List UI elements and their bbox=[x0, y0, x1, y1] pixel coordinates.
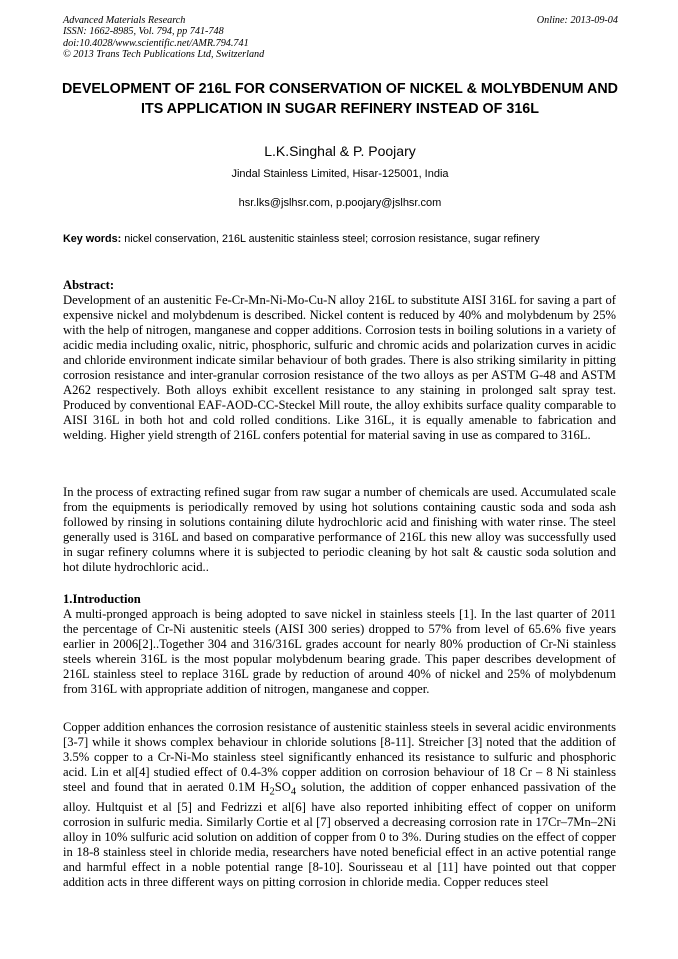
abstract-text-2: In the process of extracting refined sugar from raw sugar a number of chemicals are used. Accumulated scale from the equipments is periodically removed by using hot solutions containing caustic soda and soda ash followed by rinsing in solutions containing dilute hydrochloric acid and finishing with water rinse. The steel generally used is 316L and based on comparative performance of 216L this new alloy was successfully used in sugar refinery columns where it is subjected to periodic cleaning by hot salt & caustic soda solution and hot dilute hydrochloric acid.. bbox=[63, 485, 616, 574]
abstract-paragraph-1 bbox=[63, 293, 616, 443]
introduction-text-1: A multi-pronged approach is being adopted to save nickel in stainless steels [1]. In the last quarter of 2011 the percentage of Cr-Ni austenitic steels (AISI 300 series) dropped to 57% from level of 65.6% five years earlier in 2006[2]..Together 304 and 316/316L grades account for nearly 80% production of Cr-Ni stainless steels wherein 316L is the most popular molybdenum bearing grade. This paper describes development of 216L stainless steel to replace 316L grade by reduction of around 40% of nickel and 25% of molybdenum from 316L with appropriate addition of nitrogen, manganese and copper. bbox=[63, 607, 616, 696]
introduction-text-2 bbox=[63, 720, 616, 890]
copyright-line: © 2013 Trans Tech Publications Ltd, Switzerland bbox=[63, 49, 265, 61]
abstract-paragraph-2 bbox=[63, 485, 616, 575]
journal-header bbox=[63, 15, 618, 61]
keywords-label: Key words: bbox=[63, 233, 122, 245]
doi-line: doi:10.4028/www.scientific.net/AMR.794.741 bbox=[63, 37, 249, 49]
introduction-paragraph-2 bbox=[63, 720, 616, 890]
author-emails: hsr.lks@jslhsr.com, p.poojary@jslhsr.com bbox=[238, 197, 442, 209]
journal-name: Advanced Materials Research bbox=[63, 15, 186, 26]
online-date: Online: 2013-09-04 bbox=[536, 15, 618, 26]
paper-authors: L.K.Singhal & P. Poojary bbox=[264, 143, 416, 159]
intro-text-part-a: Copper addition enhances the corrosion resistance of austenitic stainless steels in several acidic environments [3-7] while it shows complex behaviour in chloride solutions [8-11]. Streicher [3] noted that the addition of 3.5% copper to a Cr-Ni-Mo stainless steel significantly enhanced its resistance to sulfuric and phosphoric acid. Lin et al[4] studied effect of 0.4-3% copper addition on corrosion behaviour of 18 Cr – 8 Ni stainless steel and found that in aerated 0.1M H bbox=[63, 720, 616, 794]
abstract-heading: Abstract: bbox=[63, 278, 115, 292]
subscript-4: 4 bbox=[290, 786, 297, 798]
keywords bbox=[63, 233, 616, 247]
introduction-paragraph-1 bbox=[63, 607, 616, 697]
intro-text-part-b: solution, the addition of copper enhanced passivation of the alloy. Hultquist et al [5] and Fedrizzi et al[6] have also reported inhibiting effect of copper on uniform corrosion in sulfuric media. Similarly Cortie et al [7] observed a decreasing corrosion rate in 17Cr–7Mn–2Ni alloy in 10% sulfuric acid solution on addition of copper from 0 to 3%. During studies on the effect of copper in 18-8 stainless steel in chloride media, researchers have noted beneficial effect in an active potential range and harmful effect in a noble potential range [8-10]. Sourisseau et al [11] have pointed out that copper addition acts in three different ways on pitting corrosion in chloride media. Copper reduces steel bbox=[63, 779, 616, 890]
paper-title: DEVELOPMENT OF 216L FOR CONSERVATION OF NICKEL & MOLYBDENUM AND ITS APPLICATION IN SUGAR REFINERY INSTEAD OF 316L bbox=[61, 81, 619, 117]
issn-line: ISSN: 1662-8985, Vol. 794, pp 741-748 bbox=[63, 26, 224, 38]
keywords-text: nickel conservation, 216L austenitic stainless steel; corrosion resistance, sugar refinery bbox=[124, 233, 540, 245]
section-heading-introduction: 1.Introduction bbox=[63, 592, 141, 606]
author-affiliation: Jindal Stainless Limited, Hisar-125001, India bbox=[231, 168, 449, 180]
subscript-2: 2 bbox=[269, 786, 275, 798]
formula-so: SO bbox=[274, 779, 291, 794]
abstract-text-1: Development of an austenitic Fe-Cr-Mn-Ni-Mo-Cu-N alloy 216L to substitute AISI 316L for saving a part of expensive nickel and molybdenum is described. Nickel content is reduced by 40% and molybdenum by 25% with the help of nitrogen, manganese and copper additions. Corrosion tests in boiling solutions in a variety of acidic media including oxalic, nitric, phosphoric, sulfuric and chromic acids and polarization curves in acidic and chloride environment indicate similar behaviour of both grades. There is also striking similarity in pitting corrosion resistance and inter-granular corrosion resistance of the two alloys as per ASTM G-48 and ASTM A262 respectively. Both alloys exhibit excellent resistance to any staining in prolonged salt spray test. Produced by conventional EAF-AOD-CC-Steckel Mill route, the alloy exhibits surface quality comparable to AISI 316L in both hot and cold rolled conditions. Like 316L, it is equally amenable to fabrication and welding. Higher yield strength of 216L confers potential for material saving in use as compared to 316L. bbox=[63, 293, 616, 442]
